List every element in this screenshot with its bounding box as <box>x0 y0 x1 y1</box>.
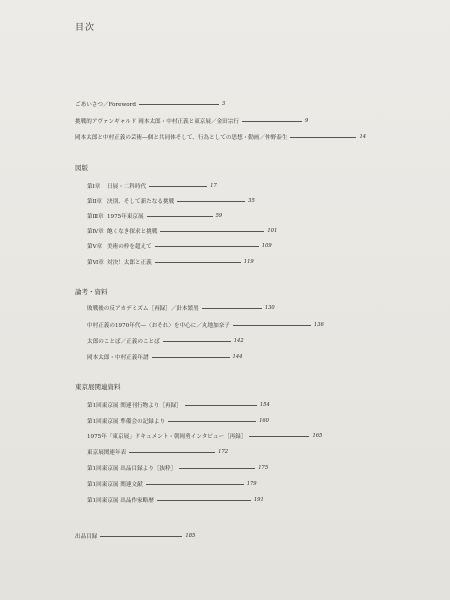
leader-line <box>129 452 215 453</box>
toc-entry <box>87 304 275 312</box>
entry-title: ごあいさつ／Foreword <box>75 102 136 108</box>
chapter-number: 第Ⅰ章 <box>87 184 101 190</box>
entry-title: 敗戦後の反アカデミズム［再録］／針本繁男 <box>87 306 199 312</box>
entry-title: 岡本太郎・中村正義年譜 <box>87 355 149 361</box>
entry-title: 美術の枠を超えて <box>107 244 152 250</box>
toc-entry <box>87 448 228 456</box>
entry-page: 144 <box>232 354 243 360</box>
entry-title: 第1回東京展 出品作家略歴 <box>87 498 154 504</box>
toc-entry <box>87 401 270 409</box>
leader-line <box>168 421 256 422</box>
entry-title: 挑戦的アヴァンギャルド 岡本太郎・中村正義と東京展／金田宗行 <box>75 119 239 125</box>
leader-line <box>155 262 241 263</box>
leader-line <box>139 104 219 105</box>
page-title: 目次 <box>75 23 96 33</box>
section-heading-plates: 図版 <box>75 164 88 172</box>
entry-page: 35 <box>248 198 255 204</box>
toc-entry <box>87 432 322 440</box>
toc-entry <box>87 480 257 488</box>
leader-line <box>163 341 231 342</box>
entry-title: 太郎のことば／正義のことば <box>87 339 160 345</box>
entry-title: 第1回東京展 準備会の記録より <box>87 419 166 425</box>
toc-entry <box>75 117 308 125</box>
entry-title: 1975年「東京展」ドキュメント・朝岡勇インタビュー［再録］ <box>87 434 247 440</box>
leader-line <box>177 201 245 202</box>
entry-page: 185 <box>185 533 196 539</box>
toc-entry <box>87 496 264 504</box>
entry-page: 179 <box>246 481 257 487</box>
entry-title: 決別、そして新たなる挑戦 <box>107 199 175 205</box>
section-heading-tokyo: 東京展関連資料 <box>75 383 121 391</box>
toc-entry <box>87 258 254 266</box>
toc-entry <box>87 212 222 220</box>
chapter-number: 第Ⅱ章 <box>87 199 102 205</box>
chapter-number: 第Ⅵ章 <box>87 260 104 266</box>
toc-entry <box>75 532 195 540</box>
entry-page: 3 <box>221 101 226 107</box>
entry-title: 飽くなき探求と挑戦 <box>107 229 158 235</box>
leader-line <box>100 536 182 537</box>
entry-page: 160 <box>259 418 269 424</box>
toc-entry <box>87 227 277 235</box>
toc-entry <box>87 337 244 345</box>
chapter-number: 第Ⅳ章 <box>87 229 104 235</box>
toc-entry <box>87 417 269 425</box>
toc-entry <box>87 321 324 329</box>
toc-entry <box>87 182 217 190</box>
entry-title: 東京展関連年表 <box>87 450 127 456</box>
leader-line <box>185 405 257 406</box>
entry-page: 17 <box>210 183 217 189</box>
entry-page: 14 <box>359 134 367 140</box>
leader-line <box>290 137 356 138</box>
leader-line <box>147 216 213 217</box>
entry-page: 136 <box>313 322 324 328</box>
entry-page: 154 <box>259 402 270 408</box>
entry-page: 165 <box>312 433 323 439</box>
leader-line <box>233 325 311 326</box>
entry-page: 172 <box>218 449 229 455</box>
entry-title: 日展・二科時代 <box>107 184 147 190</box>
leader-line <box>160 231 264 232</box>
leader-line <box>157 500 251 501</box>
entry-page: 142 <box>233 338 244 344</box>
entry-title: 中村正義の1970年代―〈おそれ〉を中心に／丸地加奈子 <box>87 323 230 329</box>
leader-line <box>242 121 302 122</box>
chapter-number: 第Ⅲ章 <box>87 214 104 220</box>
entry-page: 175 <box>258 465 269 471</box>
chapter-number: 第Ⅴ章 <box>87 244 103 250</box>
leader-line <box>146 484 244 485</box>
entry-title: 出品目録 <box>75 534 98 540</box>
toc-entry <box>75 100 225 108</box>
leader-line <box>202 308 262 309</box>
entry-page: 119 <box>243 259 254 265</box>
leader-line <box>179 468 255 469</box>
entry-page: 59 <box>215 213 223 219</box>
entry-page: 130 <box>264 305 275 311</box>
toc-entry <box>75 133 366 141</box>
entry-title: 1975年東京展 <box>107 214 144 220</box>
entry-title: 第1回東京展 関連文献 <box>87 482 143 488</box>
entry-title: 対決！太郎と正義 <box>107 260 152 266</box>
entry-page: 191 <box>253 497 264 503</box>
entry-title: 第1回東京展 関連刊行物より［再録］ <box>87 403 182 409</box>
entry-title: 岡本太郎と中村正義の芸術―個と共同体そして、行為としての思想・動画／仲野泰生 <box>75 135 288 141</box>
leader-line <box>155 246 259 247</box>
entry-page: 101 <box>267 228 278 234</box>
leader-line <box>152 357 230 358</box>
toc-entry <box>87 242 272 250</box>
toc-entry <box>87 197 255 205</box>
toc-entry <box>87 353 242 361</box>
section-heading-essays: 論考・資料 <box>75 288 108 296</box>
leader-line <box>249 436 309 437</box>
entry-title: 第1回東京展 出品目録より［抜粋］ <box>87 466 177 472</box>
leader-line <box>149 186 207 187</box>
toc-entry <box>87 464 268 472</box>
entry-page: 9 <box>304 118 309 124</box>
entry-page: 109 <box>261 243 272 249</box>
